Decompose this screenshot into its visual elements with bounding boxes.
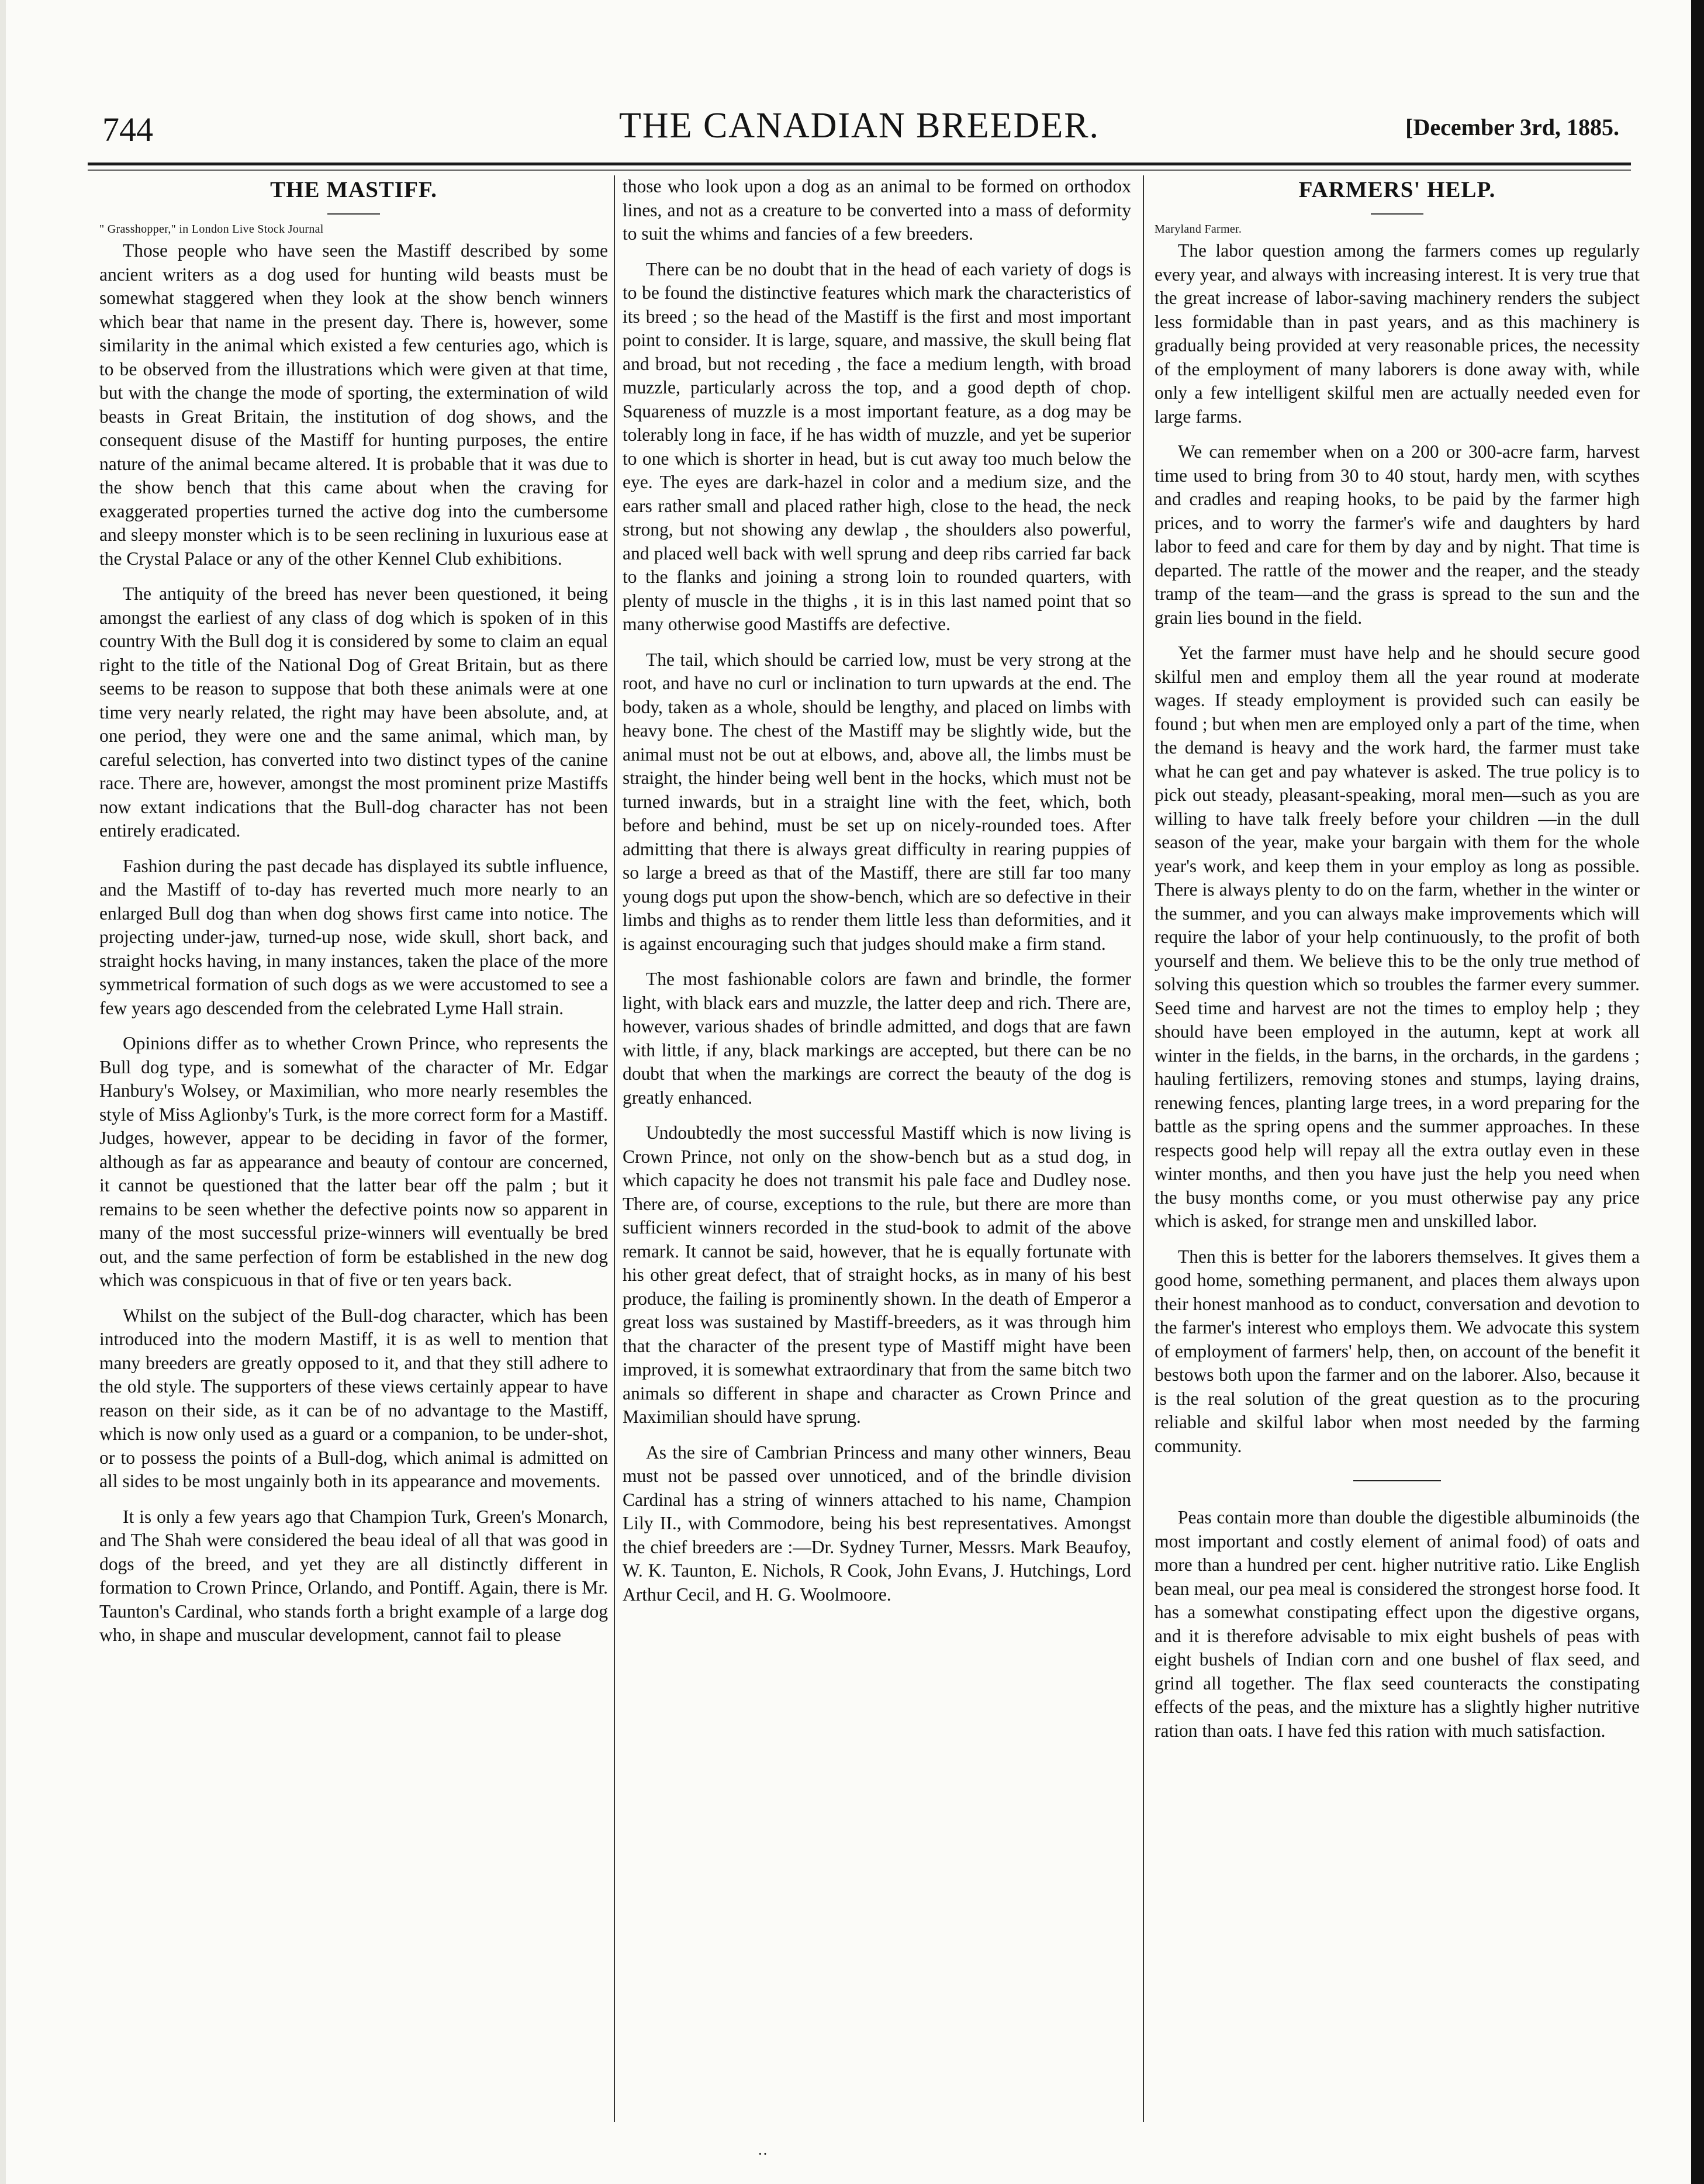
journal-title: THE CANADIAN BREEDER. <box>618 106 1100 146</box>
page-number: 744 <box>102 110 153 148</box>
article-paragraph: Yet the farmer must have help and he should secure good skilful men and employ them all the year round at moderate wages. If steady employment is provided such can easily be found ; but when men are employed only a part of the time, when the demand is heavy and the work hard, the farmer must take what he can get and pay whatever is asked. The true policy is to pick out steady, pleasant-speaking, moral men—such as you are willing to have talk freely before your children —in the dull season of the year, make your bargain with them for the whole year's work, and keep them in your employ as long as possible. There is always plenty to do on the farm, whether in the winter or the summer, and you can always make improvements which will require the labor of your help continuously, to the profit of both yourself and them. We believe this to be the only true method of solving this question which so troubles the farmer every summer. Seed time and harvest are not the times to employ help ; they should have been employed in the autumn, kept at work all winter in the fields, in the barns, in the orchards, in the gardens ; hauling fertilizers, removing stones and stumps, laying drains, renewing fences, planting large trees, in a word preparing for the battle as the spring opens and the summer approaches. In these respects good help will repay all the extra outlay even in these winter months, and then you have just the help you need when the busy months come, or you must otherwise pay any price which is asked, for strange men and unskilled labor. <box>1155 642 1640 1231</box>
column-2 <box>623 172 1131 1618</box>
article-paragraph: Undoubtedly the most successful Mastiff which is now living is Crown Prince, not only on the show-bench but as a stud dog, in which capacity he does not transmit his pale face and Dudley nose. There are, of course, exceptions to the rule, but there are more than sufficient winners recorded in the stud-book to admit of the above remark. It cannot be said, however, that he is equally fortunate with his other great defect, that of straight hocks, as in many of his best produce, the failing is prominently shown. In the death of Emperor a great loss was sustained by Mastiff-breeders, as it was through him that the character of the present type of Mastiff might have been improved, it is somewhat extraordinary that from the same bitch two animals so different in shape and character as Crown Prince and Maximilian should have sprung. <box>623 1122 1131 1427</box>
article-title-mastiff: THE MASTIFF. <box>270 177 437 202</box>
column-divider-right <box>1143 175 1144 2122</box>
column-3 <box>1155 172 1640 1754</box>
article-paragraph: It is only a few years ago that Champion Turk, Green's Monarch, and The Shah were considered the beau ideal of all that was good in dogs of the breed, and yet they are all distinctly different in formation to Crown Prince, Orlando, and Pontiff. Again, there is Mr. Taunton's Cardinal, who stands forth a bright example of a large dog who, in shape and muscular development, cannot fail to please <box>99 1506 608 1645</box>
article-paragraph: There can be no doubt that in the head of each variety of dogs is to be found the distinctive features which mark the characteristics of its breed ; so the head of the Mastiff is the first and most important point to consider. It is large, square, and massive, the skull being flat and broad, but not receding , the face a medium length, with broad muzzle, particularly across the top, and a good depth of chop. Squareness of muzzle is a most important feature, as a dog may be tolerably long in face, if he has width of muzzle, and yet be superior to one which is shorter in head, but is cut away too much below the eye. The eyes are dark-hazel in color and a medium size, and the ears rather small and placed rather high, close to the head, the neck strong, but not showing any dewlap , the shoulders also powerful, and placed well back with well sprung and deep ribs carried far back to the flanks and joining a strong loin to rounded quarters, with plenty of muscle in the thighs , it is in this last named point that so many otherwise good Mastiffs are defective. <box>623 258 1131 634</box>
header-rule <box>88 163 1631 165</box>
article-source-mastiff: " Grasshopper," in London Live Stock Journal <box>99 223 324 236</box>
title-rule <box>327 213 380 215</box>
page-header <box>88 105 1631 158</box>
article-paragraph: Those people who have seen the Mastiff described by some ancient writers as a dog used for hunting wild beasts must be somewhat staggered when they look at the show bench winners which bear that name in the present day. There is, however, some similarity in the animal which existed a few centuries ago, which is to be observed from the illustrations which were given at that time, but with the change the mode of sporting, the extermination of wild beasts in Great Britain, the institution of dog shows, and the consequent disuse of the Mastiff for hunting purposes, the entire nature of the animal became altered. It is probable that it was due to the show bench that this came about when the craving for exaggerated properties turned the active dog into the cumbersome and sleepy monster which is to be seen reclining in luxurious ease at the Crystal Palace or any of the other Kennel Club exhibitions. <box>99 240 608 569</box>
column-1 <box>99 172 608 1659</box>
title-rule <box>1371 213 1423 215</box>
column-divider-left <box>614 175 615 2122</box>
article-paragraph: We can remember when on a 200 or 300-acre farm, harvest time used to bring from 30 to 40 stout, hardy men, with scythes and cradles and reaping hooks, to be paid by the farmer high prices, and to worry the farmer's wife and daughters by hard labor to feed and care for them by day and by night. That time is departed. The rattle of the mower and the reaper, and the steady tramp of the team—and the grass is spread to the sun and the grain lies bound in the field. <box>1155 441 1640 628</box>
issue-date: [December 3rd, 1885. <box>1405 114 1619 140</box>
ink-speck-decoration: ·· <box>758 2145 768 2162</box>
header-rule-thin <box>88 170 1631 171</box>
article-paragraph: Whilst on the subject of the Bull-dog character, which has been introduced into the modern Mastiff, it is as well to mention that many breeders are greatly opposed to it, and that they still adhere to the old style. The supporters of these views certainly appear to have reason on their side, as it can be of no advantage to the Mastiff, which is now only used as a guard or a companion, to be under-shot, or to possess the points of a Bull-dog, which animal is admitted on all sides to be most ungainly both in its appearance and movements. <box>99 1305 608 1491</box>
article-paragraph: The labor question among the farmers comes up regularly every year, and always with increasing interest. It is very true that the great increase of labor-saving machinery renders the subject less formidable than in past years, and as this machinery is gradually being provided at very reasonable prices, the necessity of the employment of many laborers is done away with, while only a few intelligent skilful men are actually needed even for large farms. <box>1155 240 1640 427</box>
section-separator <box>1353 1480 1441 1481</box>
article-paragraph: The antiquity of the breed has never been questioned, it being amongst the earliest of any class of dog which is spoken of in this country With the Bull dog it is considered by some to claim an equal right to the title of the National Dog of Great Britain, but as there seems to be reason to suppose that both these animals were at one time very nearly related, the right may have been absolute, and, at one period, they were one and the same animal, which man, by careful selection, has converted into two distinct types of the canine race. There are, however, amongst the most prominent prize Mastiffs now extant indications that the Bull-dog character has not been entirely eradicated. <box>99 583 608 841</box>
article-source-farmers-help: Maryland Farmer. <box>1155 223 1242 236</box>
article-title-farmers-help: FARMERS' HELP. <box>1298 177 1496 202</box>
page-left-edge <box>0 0 6 2184</box>
article-paragraph: those who look upon a dog as an animal to be formed on orthodox lines, and not as a creature to be converted into a mass of deformity to suit the whims and fancies of a few breeders. <box>623 176 1131 244</box>
article-paragraph: As the sire of Cambrian Princess and many other winners, Beau must not be passed over unnoticed, and of the brindle division Cardinal has a string of winners attached to his name, Champion Lily II., with Commodore, being his best representatives. Amongst the chief breeders are :—Dr. Sydney Turner, Messrs. Mark Beaufoy, W. K. Taunton, E. Nichols, R Cook, John Evans, J. Hutchings, Lord Arthur Cecil, and H. G. Woolmoore. <box>623 1442 1131 1605</box>
article-paragraph: Fashion during the past decade has displayed its subtle influence, and the Mastiff of to-day has reverted much more nearly to an enlarged Bull dog than when dog shows first came into notice. The projecting under-jaw, turned-up nose, wide skull, short back, and straight hocks having, in many instances, taken the place of the more symmetrical formation of such dogs as we were accustomed to see a few years ago descended from the celebrated Lyme Hall strain. <box>99 855 608 1018</box>
page-binding-edge <box>1691 0 1704 2184</box>
article-paragraph: The tail, which should be carried low, must be very strong at the root, and have no curl or inclination to turn upwards at the end. The body, taken as a whole, should be lengthy, and placed on limbs with heavy bone. The chest of the Mastiff may be slightly wide, but the animal must not be out at elbows, and, above all, the limbs must be straight, the hinder being well bent in the hocks, which must not be turned inwards, but in a straight line with the feet, which, both before and behind, must be set up on nicely-rounded toes. After admitting that there is always great difficulty in rearing puppies of so large a breed as that of the Mastiff, there are still far too many young dogs put upon the show-bench, which are so defective in their limbs and thighs as to render them little less than deformities, and it is against encouraging such that judges should make a firm stand. <box>623 649 1131 954</box>
article-paragraph: Then this is better for the laborers themselves. It gives them a good home, something permanent, and places them always upon their honest manhood as to conduct, conversation and devotion to the farmer's interest who employs them. We advocate this system of employment of farmers' help, then, on account of the benefit it bestows both upon the farmer and on the laborer. Also, because it is the real solution of the great question as to the procuring reliable and skilful labor when most needed by the farming community. <box>1155 1246 1640 1456</box>
article-paragraph: Opinions differ as to whether Crown Prince, who represents the Bull dog type, and is somewhat of the character of Mr. Edgar Hanbury's Wolsey, or Maximilian, who more nearly resembles the style of Miss Aglionby's Turk, is the more correct form for a Mastiff. Judges, however, appear to be deciding in favor of the former, although as far as appearance and beauty of contour are concerned, it cannot be questioned that the latter bear off the palm ; but it remains to be seen whether the defective points now so apparent in many of the most successful prize-winners will eventually be bred out, and the same perfection of form be established in the new dog which was conspicuous in that of five or ten years back. <box>99 1033 608 1290</box>
article-paragraph-peas: Peas contain more than double the digestible albuminoids (the most important and costly element of animal food) of oats and more than a hundred per cent. higher nutritive ratio. Like English bean meal, our pea meal is considered the strongest horse food. It has a somewhat constipating effect upon the digestive organs, and it is therefore advisable to mix eight bushels of peas with eight bushels of Indian corn and one bushel of flax seed, and grind all together. The flax seed counteracts the constipating effects of the peas, and the mixture has a slightly higher nutritive ration than oats. I have fed this ration with much satisfaction. <box>1155 1507 1640 1741</box>
article-paragraph: The most fashionable colors are fawn and brindle, the former light, with black ears and muzzle, the latter deep and rich. There are, however, various shades of brindle admitted, and dogs that are fawn with little, if any, black markings are accepted, but there can be no doubt that when the markings are correct the beauty of the dog is greatly enhanced. <box>623 969 1131 1108</box>
